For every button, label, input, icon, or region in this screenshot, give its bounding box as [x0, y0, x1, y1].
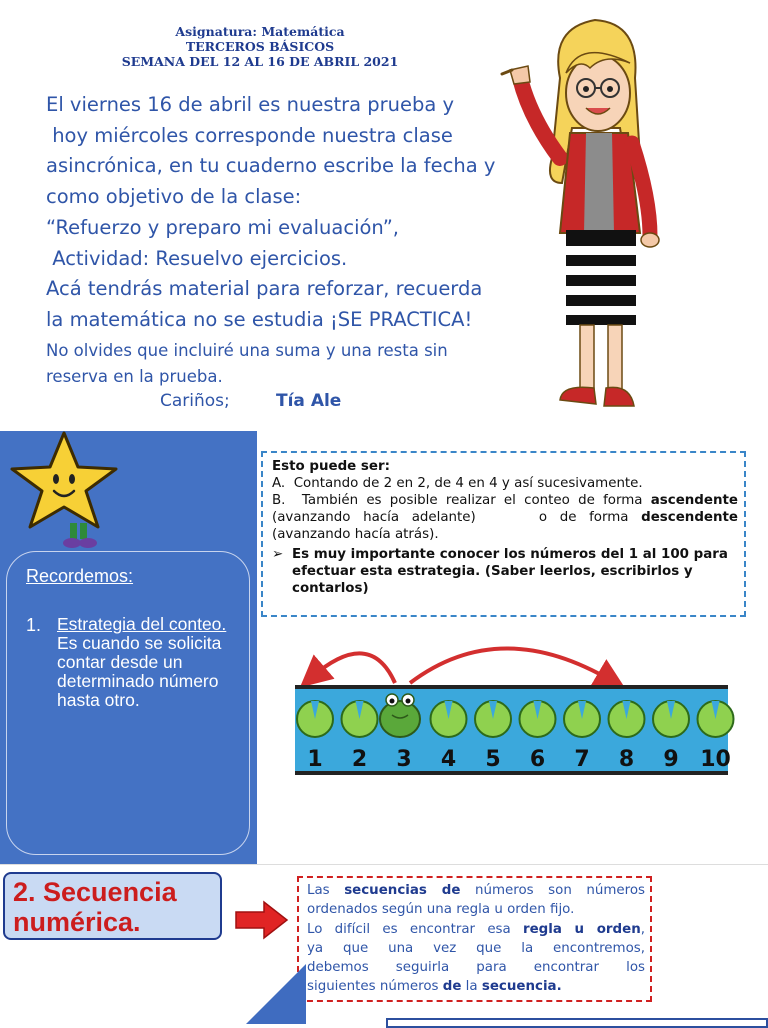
important-note: [272, 546, 738, 597]
frog-icon: [380, 694, 420, 737]
section-divider: [0, 864, 768, 865]
recordemos-title: Recordemos:: [26, 566, 134, 586]
definition-line: [307, 920, 645, 939]
definition-line: [307, 881, 645, 900]
signature: Tía Ale: [276, 391, 342, 411]
definition-text: números son números: [460, 883, 645, 898]
number-label: 8: [618, 747, 635, 772]
right-arrow-icon: [234, 900, 289, 940]
number-label: 10: [700, 747, 731, 772]
sequence-title-line: 2. Secuencia: [13, 877, 177, 907]
definition-line: ya que una vez que la encontremos,: [307, 940, 645, 956]
greeting: Cariños;: [160, 391, 230, 411]
arrow-bullet-icon: ➢: [272, 547, 284, 562]
number-label: 7: [574, 747, 590, 772]
regla-u-orden-word: regla u orden: [522, 921, 641, 937]
number-label: 1: [307, 747, 323, 772]
strategy-link: Estrategia del conteo.: [57, 614, 227, 634]
esto-puede-ser-box: [261, 451, 746, 617]
intro-line: “Refuerzo y preparo mi evaluación”,: [46, 215, 400, 239]
intro-line: Acá tendrás material para reforzar, recuerda: [46, 277, 483, 301]
number-label: 9: [663, 747, 679, 772]
worksheet-header: [60, 24, 460, 69]
option-b-text: B. También es posible realizar el conteo de forma: [272, 493, 651, 508]
option-b-text: (avanzando hacía adelante) o de forma: [272, 510, 642, 525]
star-mascot-icon: [4, 429, 124, 559]
number-label: 4: [440, 747, 457, 772]
definition-text: siguientes números: [307, 979, 443, 995]
box-title: Esto puede ser:: [272, 459, 390, 474]
secuencias-de-word: secuencias de: [344, 883, 461, 898]
intro-line: la matemática no se estudia ¡SE PRACTICA!: [46, 307, 473, 331]
intro-line: Actividad: Resuelvo ejercicios.: [46, 246, 348, 270]
strategy-description: Es cuando se solicita contar desde un determinado número hasta otro.: [57, 633, 222, 710]
intro-line: hoy miércoles corresponde nuestra clase: [46, 123, 453, 147]
sequence-definition-box: [297, 876, 652, 1002]
intro-line: El viernes 16 de abril es nuestra prueba y: [46, 93, 455, 116]
secuencia-word: secuencia.: [481, 979, 562, 995]
reminder-line: No olvides que incluiré una suma y una resta sin: [46, 340, 448, 360]
sequence-title-line: numérica.: [13, 907, 141, 937]
intro-line: como objetivo de la clase:: [46, 185, 302, 209]
important-text: Es muy importante conocer los números del 1 al 100 para efectuar esta estrategia. (Saber leerlos, escribirlos y contarlos): [292, 547, 728, 596]
descendente-word: descendente: [641, 510, 738, 525]
number-label: 6: [529, 747, 546, 772]
forward-arrow-icon: [410, 648, 612, 683]
week-line: SEMANA DEL 12 AL 16 DE ABRIL 2021: [121, 54, 399, 69]
definition-text: la: [461, 979, 482, 995]
option-b-line: (avanzando hacía atrás).: [272, 527, 439, 542]
definition-text: ,: [640, 921, 645, 937]
decorative-triangle: [246, 964, 306, 1024]
number-label: 5: [485, 747, 501, 772]
option-b-line: [272, 492, 738, 509]
number-label: 3: [396, 747, 412, 772]
option-a: A. Contando de 2 en 2, de 4 en 4 y así sucesivamente.: [272, 476, 643, 491]
reminder-line: reserva en la prueba.: [46, 366, 223, 386]
frog-number-line: [290, 635, 740, 780]
definition-line: debemos seguirla para encontrar los: [307, 960, 645, 976]
intro-line: asincrónica, en tu cuaderno escribe la fecha y: [46, 154, 496, 178]
backward-arrow-icon: [312, 653, 395, 683]
ascendente-word: ascendente: [650, 493, 738, 508]
counting-strategy-text: [57, 615, 247, 710]
teacher-illustration: [500, 8, 670, 418]
definition-text: Lo difícil es encontrar esa: [307, 921, 523, 937]
sequence-title: [3, 872, 222, 940]
option-b-line: [272, 509, 738, 526]
item-number: 1.: [26, 615, 42, 635]
grade-line: TERCEROS BÁSICOS: [185, 39, 335, 54]
subject-line: Asignatura: Matemática: [175, 24, 345, 39]
next-box-edge: [386, 1018, 768, 1028]
number-label: 2: [351, 747, 368, 772]
de-word: de: [442, 979, 462, 995]
definition-line: [307, 977, 645, 996]
definition-line: ordenados según una regla u orden fijo.: [307, 902, 575, 918]
intro-message: [46, 90, 526, 390]
definition-text: Las: [307, 883, 345, 898]
